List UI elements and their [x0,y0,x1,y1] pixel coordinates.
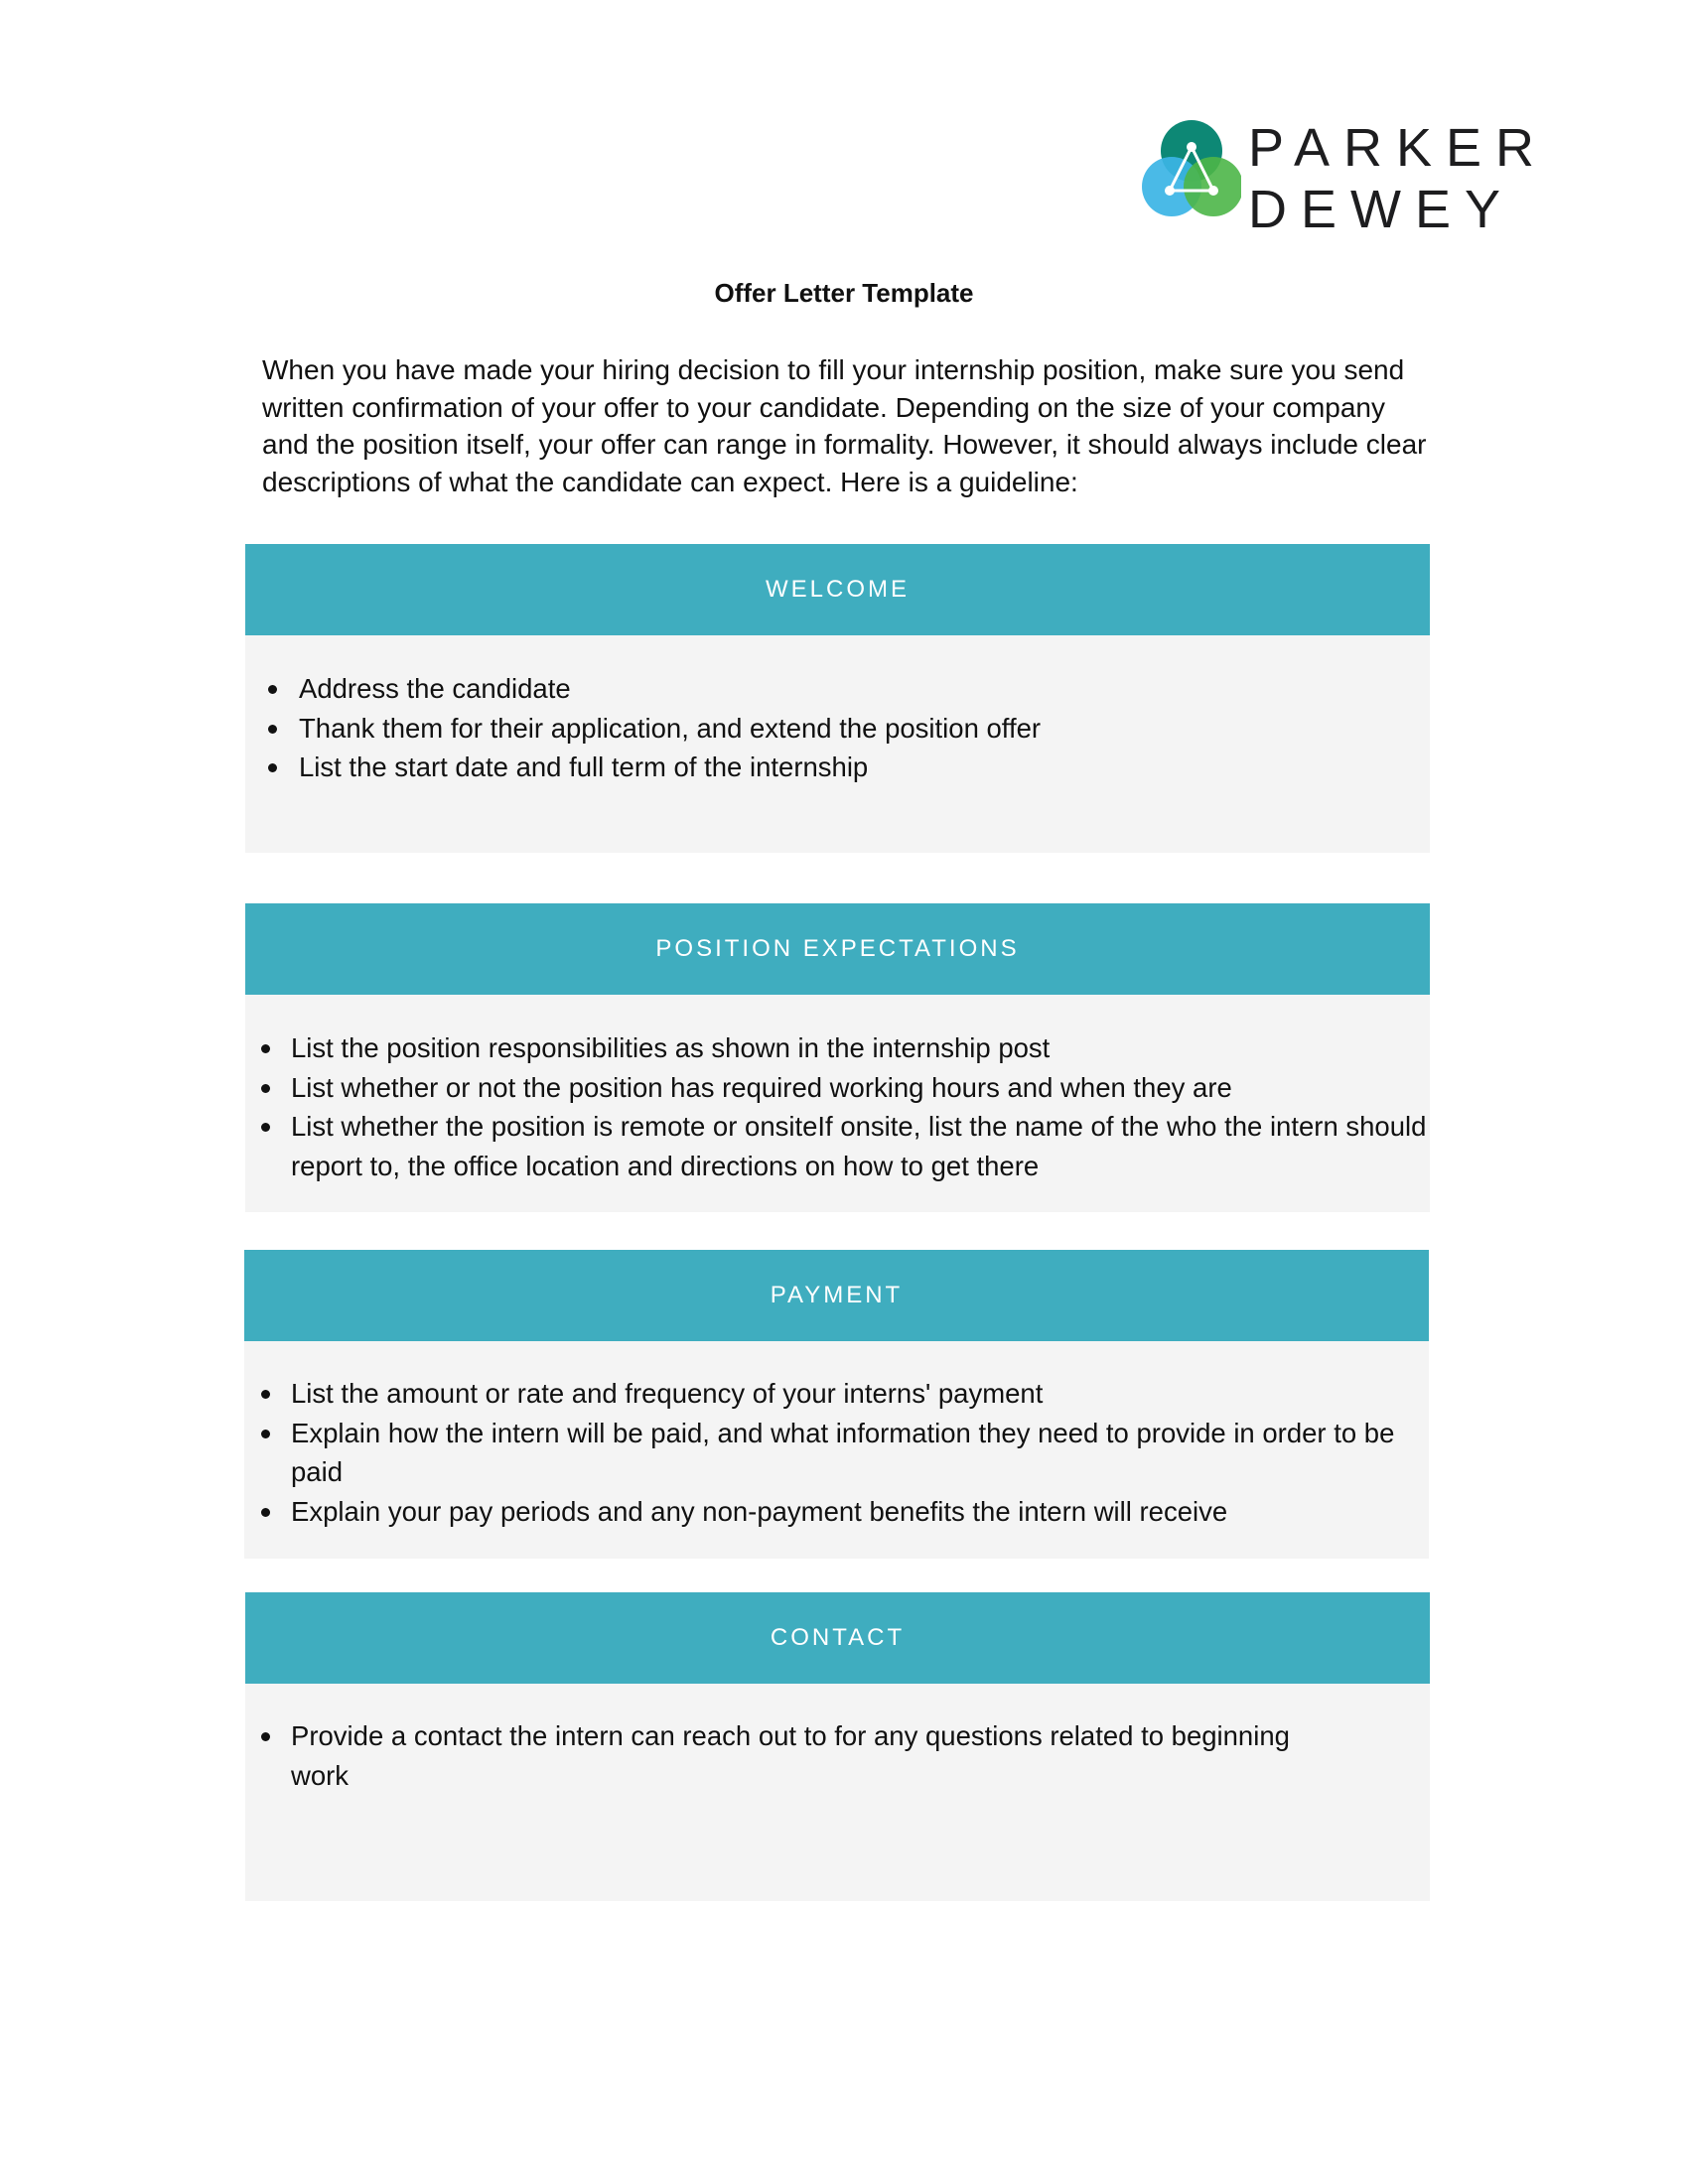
list-item: Explain your pay periods and any non-payment benefits the intern will receive [291,1492,1429,1532]
section-heading: PAYMENT [244,1250,1429,1341]
list-item: List the start date and full term of the internship [299,748,1430,787]
section-body [244,1341,1429,1559]
bullet-list [299,669,1430,787]
company-logo [1142,117,1549,239]
list-item: Thank them for their application, and extend the position offer [299,709,1430,749]
intro-paragraph: When you have made your hiring decision to fill your internship position, make sure you send written confirmation of your offer to your candidate. Depending on the size of your company and the position itself, your offer can range in formality. However, it should always include clear descriptions of what the candidate can expect. Here is a guideline: [262,354,1427,497]
bullet-list [291,1374,1429,1531]
section-body [245,1684,1430,1901]
list-item: Address the candidate [299,669,1430,709]
section-heading: POSITION EXPECTATIONS [245,903,1430,995]
bullet-list [291,1028,1430,1185]
logo-mark-icon [1142,117,1241,226]
logo-text-line2: DEWEY [1248,180,1515,239]
section-body [245,995,1430,1212]
list-item: List the position responsibilities as shown in the internship post [291,1028,1430,1068]
list-item: List whether the position is remote or onsiteIf onsite, list the name of the who the intern should report to, the office location and directions on how to get there [291,1107,1430,1185]
section-payment [244,1250,1429,1559]
section-position-expectations [245,903,1430,1212]
list-item: List the amount or rate and frequency of your interns' payment [291,1374,1429,1414]
list-item: Explain how the intern will be paid, and what information they need to provide in order to be paid [291,1414,1429,1492]
document-title: Offer Letter Template [714,278,974,308]
list-item: Provide a contact the intern can reach out to for any questions related to beginning work [291,1716,1343,1795]
section-contact [245,1592,1430,1901]
section-heading: WELCOME [245,544,1430,635]
section-welcome [245,544,1430,853]
bullet-list [291,1716,1430,1795]
logo-text-line1: PARKER [1248,118,1549,178]
list-item: List whether or not the position has required working hours and when they are [291,1068,1430,1108]
section-heading: CONTACT [245,1592,1430,1684]
section-body [245,635,1430,853]
